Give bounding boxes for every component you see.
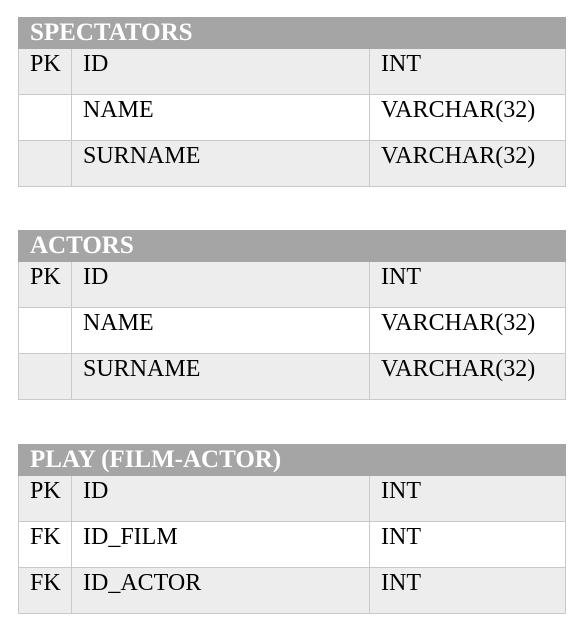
field-type-cell: INT (370, 262, 566, 308)
field-type-cell: VARCHAR(32) (370, 95, 566, 141)
field-name-cell: ID_FILM (72, 522, 370, 568)
table-row (19, 522, 566, 568)
field-name-cell: SURNAME (72, 141, 370, 187)
key-cell (19, 141, 72, 187)
table-row (19, 95, 566, 141)
key-cell: PK (19, 49, 72, 95)
field-name-cell: NAME (72, 308, 370, 354)
table-title: PLAY (FILM-ACTOR) (19, 445, 566, 476)
key-cell: PK (19, 476, 72, 522)
field-type-cell: VARCHAR(32) (370, 308, 566, 354)
table-row (19, 354, 566, 400)
table-row (19, 308, 566, 354)
key-cell (19, 95, 72, 141)
table-spectators (18, 17, 566, 187)
table-title: SPECTATORS (19, 18, 566, 49)
field-type-cell: VARCHAR(32) (370, 354, 566, 400)
table-row (19, 262, 566, 308)
table-header (19, 445, 566, 476)
field-name-cell: ID_ACTOR (72, 568, 370, 614)
field-name-cell: ID (72, 49, 370, 95)
field-name-cell: ID (72, 262, 370, 308)
field-type-cell: INT (370, 49, 566, 95)
table-row (19, 568, 566, 614)
key-cell: PK (19, 262, 72, 308)
key-cell: FK (19, 522, 72, 568)
table-title: ACTORS (19, 231, 566, 262)
table-actors (18, 230, 566, 400)
field-name-cell: NAME (72, 95, 370, 141)
field-name-cell: SURNAME (72, 354, 370, 400)
field-type-cell: INT (370, 568, 566, 614)
field-type-cell: INT (370, 476, 566, 522)
table-row (19, 49, 566, 95)
field-type-cell: VARCHAR(32) (370, 141, 566, 187)
field-name-cell: ID (72, 476, 370, 522)
key-cell (19, 308, 72, 354)
table-row (19, 141, 566, 187)
key-cell (19, 354, 72, 400)
field-type-cell: INT (370, 522, 566, 568)
table-header (19, 18, 566, 49)
table-row (19, 476, 566, 522)
key-cell: FK (19, 568, 72, 614)
table-play-film-actor (18, 444, 566, 614)
table-header (19, 231, 566, 262)
